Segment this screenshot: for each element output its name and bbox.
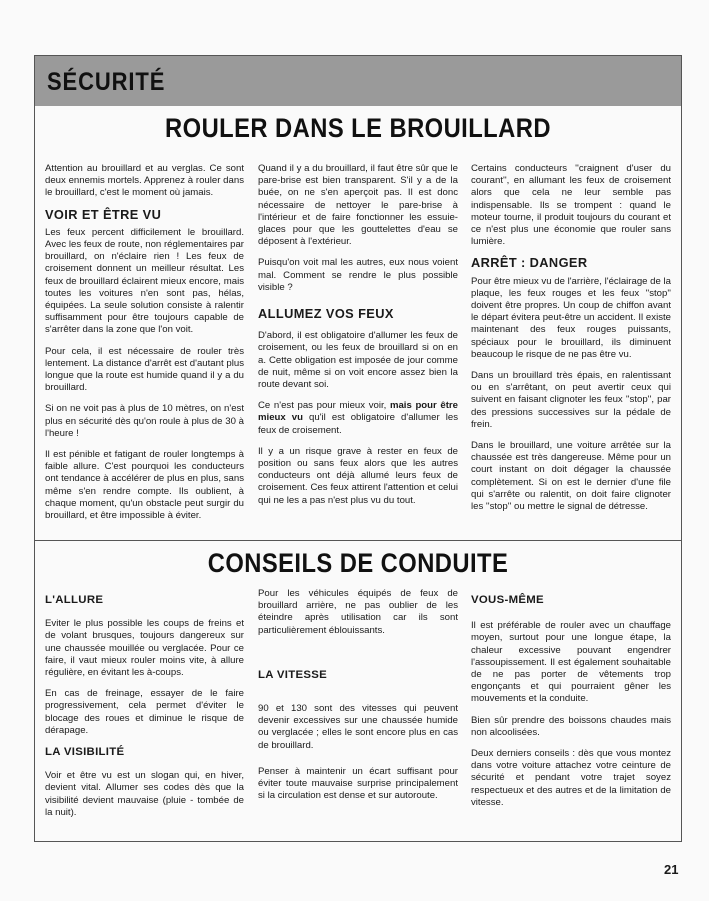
banner-title: SÉCURITÉ (47, 68, 166, 96)
paragraph: Pour cela, il est nécessaire de rouler très lentement. La distance d'arrêt est d'autant plus longue que la route est humide quand il y a du brouillard. (45, 345, 244, 394)
paragraph: Pour les véhicules équipés de feux de brouillard arrière, ne pas oublier de les éteindre après utilisation car ils sont particulièrement éblouissants. (258, 588, 458, 636)
paragraph: Deux derniers conseils : dès que vous montez dans votre voiture attachez votre ceinture de sécurité et pendant votre trajet soyez respectueux et des autres et de la limitation de vitesse. (471, 748, 671, 808)
paragraph: Certains conducteurs ''craignent d'user du courant'', en allumant les feux de croisement alors que cela ne leur semble pas indispensable. Ils se trompent : quand le moteur tourne, il produit toujours du courant et ce n'est plus une économie que rouler sans lumière. (471, 163, 671, 248)
paragraph: 90 et 130 sont des vitesses qui peuvent devenir excessives sur une chaussée humide ou verglacée ; elles le sont encore plus en cas de brouillard. (258, 703, 458, 751)
paragraph: Penser à maintenir un écart suffisant pour éviter toute mauvaise surprise principalement si la circulation est dense et sur autoroute. (258, 765, 458, 802)
section2-column-3 (471, 588, 671, 818)
paragraph: Puisqu'on voit mal les autres, eux nous voient mal. Comment se rendre le plus possible visible ? (258, 257, 458, 293)
subheading-arret-danger: ARRÊT : DANGER (471, 255, 588, 271)
paragraph: Il est préférable de rouler avec un chauffage moyen, surtout pour une longue étape, la chaleur excessive pouvant engendrer l'assoupissement. Il est également souhaitable de ne pas porter de vêtements trop engonçants et qui pourraient gêner les mouvements et la conduite. (471, 620, 671, 705)
paragraph: Dans un brouillard très épais, en ralentissant ou en s'arrêtant, on peut avertir ceux qui suivent en faisant clignoter les feux ''stop'', par des pressions successives sur la pédale de frein. (471, 370, 671, 430)
paragraph: Si on ne voit pas à plus de 10 mètres, on n'est plus en sécurité dès qu'on roule à plus de 30 à l'heure ! (45, 403, 244, 439)
subheading-allumez-vos-feux: ALLUMEZ VOS FEUX (258, 306, 394, 322)
paragraph: Quand il y a du brouillard, il faut être sûr que le pare-brise est bien transparent. S'il y a de la buée, on ne s'en aperçoit pas. Il est donc nécessaire de nettoyer le pare-brise à l'intérieur et de faire fonctionner les essuie-glaces pour que les gouttelettes d'eau se déposent à l'extérieur. (258, 163, 458, 248)
paragraph: Eviter le plus possible les coups de freins et de volant brusques, toujours dangereux sur une chaussée mouillée ou verglacée. Pour ce faire, il vaut mieux rouler moins vite, à allure régulière, en évitant les à-coups. (45, 618, 244, 679)
bold-text: mais pour être mieux vu (258, 400, 458, 424)
paragraph: Pour être mieux vu de l'arrière, l'éclairage de la plaque, les feux rouges et les feux ''stop'' doivent être propres. Un coup de chiffon avant le départ évitera peut-être un accident. Il existe maintenant des feux rouges puissants, spéciaux pour le brouillard, ils diminuent beaucoup le risque de ne pas être vu. (471, 275, 671, 360)
subheading-vitesse: LA VITESSE (258, 668, 328, 681)
section-banner (35, 56, 681, 106)
text: qu'il est obligatoire d'allumer les feux de croisement. (258, 412, 458, 436)
paragraph-emphasis (258, 400, 458, 437)
paragraph: Les feux percent difficilement le brouillard. Avec les feux de route, non réglementaires par brouillard, on n'éclaire rien ! Les feux de croisement donnent un meilleur résultat. Les feux de brouillard éclairent mieux encore, mais toutes les voitures n'en sont pas, hélas, équipées. La seule solution consiste à ralentir suffisamment pour être toujours capable de s'arrêter dans la zone que l'on voit. (45, 226, 244, 336)
section2-column-2 (258, 588, 458, 811)
paragraph: En cas de freinage, essayer de le faire progressivement, cela permet d'éviter le blocage des roues et diminue le risque de dérapage. (45, 688, 244, 736)
article-title: ROULER DANS LE BROUILLARD (165, 113, 551, 143)
page-number: 21 (664, 862, 679, 877)
paragraph: Il est pénible et fatigant de rouler longtemps à faible allure. C'est pourquoi les conducteurs ont tendance à accélérer de plus en plus, sans même s'en rendre compte. Ils oublient, à chaque moment, qu'un obstacle peut surgir du brouillard, et être impossible à éviter. (45, 449, 244, 522)
subheading-allure: L'ALLURE (45, 594, 104, 606)
section2-column-1 (45, 588, 244, 828)
intro-paragraph: Attention au brouillard et au verglas. Ce sont deux ennemis mortels. Apprenez à rouler dans le brouillard, c'est le moment où jamais. (45, 163, 244, 199)
paragraph: Dans le brouillard, une voiture arrêtée sur la chaussée est très dangereuse. Même pour un court instant on doit dégager la chaussée complètement. Si on est le dernier d'une file qui s'arrête ou ralentit, on doit faire clignoter les ''stop'' ou mettre le signal de détresse. (471, 440, 671, 513)
text: Ce n'est pas pour mieux voir, (258, 400, 390, 412)
section1-column-2 (258, 163, 458, 516)
section1-column-1 (45, 163, 244, 531)
section-divider (35, 540, 681, 541)
subheading-voir-etre-vu: VOIR ET ÊTRE VU (45, 206, 162, 222)
section1-column-3 (471, 163, 671, 522)
paragraph: Il y a un risque grave à rester en feux de position ou sans feux alors que les autres conducteurs ont déjà allumé leurs feux de croisement. Ces feux attirent l'attention et celui qui ne les a pas n'est plus vu du tout. (258, 445, 458, 506)
paragraph: Bien sûr prendre des boissons chaudes mais non alcoolisées. (471, 714, 671, 738)
paragraph: Voir et être vu est un slogan qui, en hiver, devient vital. Allumer ses codes dès que la visibilité devient mauvaise (pluie - tombée de la nuit). (45, 770, 244, 818)
section-title: CONSEILS DE CONDUITE (207, 548, 509, 578)
subheading-vous-meme: VOUS-MÊME (471, 594, 544, 606)
subheading-visibilite: LA VISIBILITÉ (45, 746, 125, 759)
paragraph: D'abord, il est obligatoire d'allumer les feux de croisement, ou les feux de brouillard si on en a. Cette obligation est imposée de jour comme de nuit, même si on voit encore assez bien la route devant soi. (258, 330, 458, 391)
